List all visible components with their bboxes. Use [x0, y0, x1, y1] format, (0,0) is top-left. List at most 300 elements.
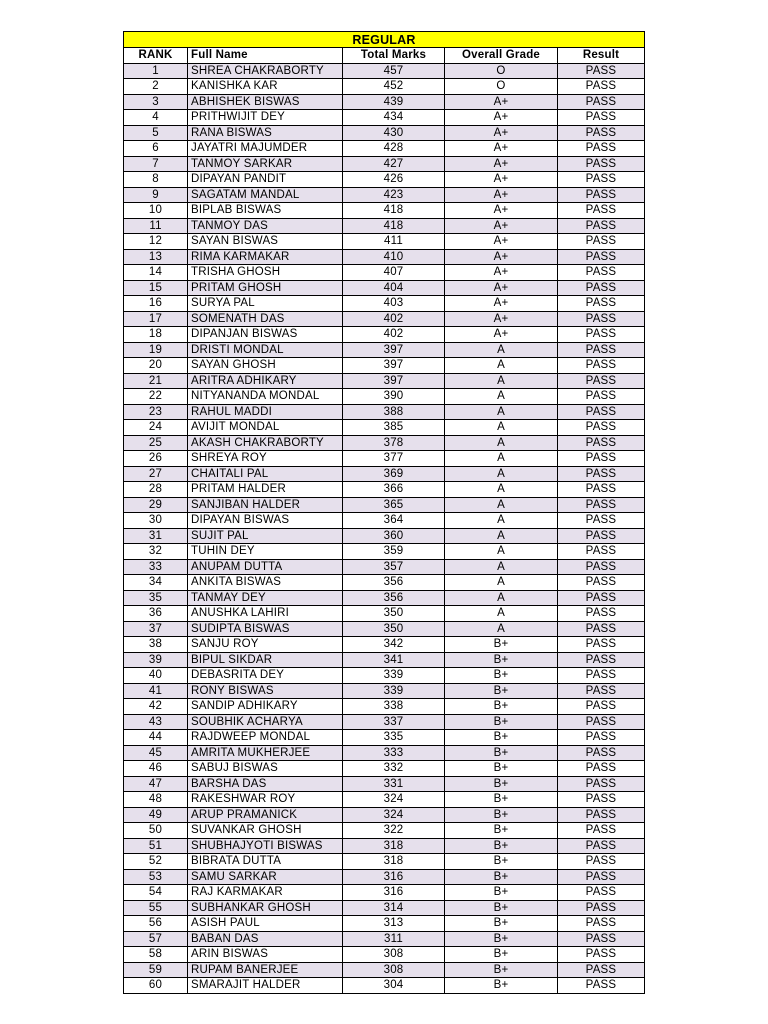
total-marks-cell: 402: [343, 311, 445, 327]
result-cell: PASS: [558, 435, 645, 451]
result-cell: PASS: [558, 590, 645, 606]
rank-cell: 50: [124, 823, 188, 839]
grade-cell: B+: [445, 854, 558, 870]
total-marks-cell: 434: [343, 110, 445, 126]
table-row: [124, 606, 645, 622]
rank-cell: 46: [124, 761, 188, 777]
grade-cell: B+: [445, 978, 558, 994]
name-cell: DRISTI MONDAL: [188, 342, 343, 358]
grade-cell: A+: [445, 218, 558, 234]
rank-cell: 56: [124, 916, 188, 932]
table-row: [124, 265, 645, 281]
name-cell: SOUBHIK ACHARYA: [188, 714, 343, 730]
table-row: [124, 776, 645, 792]
grade-cell: O: [445, 63, 558, 79]
table-row: [124, 63, 645, 79]
total-marks-cell: 335: [343, 730, 445, 746]
total-marks-cell: 404: [343, 280, 445, 296]
grade-cell: B+: [445, 838, 558, 854]
rank-cell: 39: [124, 652, 188, 668]
rank-cell: 52: [124, 854, 188, 870]
grade-cell: B+: [445, 823, 558, 839]
result-cell: PASS: [558, 296, 645, 312]
result-cell: PASS: [558, 482, 645, 498]
rank-cell: 35: [124, 590, 188, 606]
table-row: [124, 311, 645, 327]
grade-cell: B+: [445, 761, 558, 777]
grade-cell: A: [445, 621, 558, 637]
grade-cell: A+: [445, 156, 558, 172]
table-row: [124, 823, 645, 839]
result-cell: PASS: [558, 714, 645, 730]
rank-cell: 10: [124, 203, 188, 219]
result-cell: PASS: [558, 265, 645, 281]
result-cell: PASS: [558, 575, 645, 591]
rank-cell: 57: [124, 931, 188, 947]
total-marks-cell: 314: [343, 900, 445, 916]
table-row: [124, 528, 645, 544]
name-cell: SURYA PAL: [188, 296, 343, 312]
name-cell: RAKESHWAR ROY: [188, 792, 343, 808]
result-cell: PASS: [558, 156, 645, 172]
name-cell: RIMA KARMAKAR: [188, 249, 343, 265]
result-cell: PASS: [558, 420, 645, 436]
grade-cell: B+: [445, 683, 558, 699]
name-cell: ANUPAM DUTTA: [188, 559, 343, 575]
table-row: [124, 389, 645, 405]
total-marks-cell: 311: [343, 931, 445, 947]
table-row: [124, 838, 645, 854]
rank-cell: 27: [124, 466, 188, 482]
name-cell: SAYAN BISWAS: [188, 234, 343, 250]
name-cell: BIPLAB BISWAS: [188, 203, 343, 219]
total-marks-cell: 402: [343, 327, 445, 343]
table-row: [124, 745, 645, 761]
result-cell: PASS: [558, 730, 645, 746]
result-cell: PASS: [558, 559, 645, 575]
rank-cell: 40: [124, 668, 188, 684]
grade-cell: A+: [445, 265, 558, 281]
grade-cell: A+: [445, 280, 558, 296]
rank-cell: 29: [124, 497, 188, 513]
rank-cell: 32: [124, 544, 188, 560]
rank-cell: 47: [124, 776, 188, 792]
table-row: [124, 792, 645, 808]
total-marks-cell: 313: [343, 916, 445, 932]
table-row: [124, 420, 645, 436]
result-cell: PASS: [558, 528, 645, 544]
rank-cell: 4: [124, 110, 188, 126]
name-cell: DEBASRITA DEY: [188, 668, 343, 684]
rank-cell: 18: [124, 327, 188, 343]
rank-cell: 49: [124, 807, 188, 823]
name-cell: BIPUL SIKDAR: [188, 652, 343, 668]
table-row: [124, 513, 645, 529]
name-cell: DIPANJAN BISWAS: [188, 327, 343, 343]
grade-cell: A+: [445, 187, 558, 203]
table-row: [124, 280, 645, 296]
name-cell: SAYAN GHOSH: [188, 358, 343, 374]
rank-cell: 34: [124, 575, 188, 591]
rank-cell: 7: [124, 156, 188, 172]
grade-cell: A+: [445, 249, 558, 265]
rank-header: RANK: [124, 48, 188, 64]
table-row: [124, 869, 645, 885]
total-marks-cell: 360: [343, 528, 445, 544]
result-cell: PASS: [558, 389, 645, 405]
rank-cell: 28: [124, 482, 188, 498]
grade-cell: A: [445, 342, 558, 358]
total-marks-cell: 385: [343, 420, 445, 436]
table-row: [124, 544, 645, 560]
rank-cell: 6: [124, 141, 188, 157]
result-cell: PASS: [558, 978, 645, 994]
name-cell: RONY BISWAS: [188, 683, 343, 699]
name-cell: ABHISHEK BISWAS: [188, 94, 343, 110]
rank-cell: 58: [124, 947, 188, 963]
total-marks-cell: 378: [343, 435, 445, 451]
name-cell: NITYANANDA MONDAL: [188, 389, 343, 405]
result-cell: PASS: [558, 63, 645, 79]
total-marks-cell: 426: [343, 172, 445, 188]
name-cell: BABAN DAS: [188, 931, 343, 947]
total-marks-cell: 304: [343, 978, 445, 994]
table-row: [124, 730, 645, 746]
grade-cell: A: [445, 420, 558, 436]
rank-cell: 48: [124, 792, 188, 808]
total-marks-cell: 390: [343, 389, 445, 405]
total-marks-cell: 397: [343, 358, 445, 374]
rank-cell: 9: [124, 187, 188, 203]
rank-cell: 43: [124, 714, 188, 730]
total-marks-cell: 452: [343, 79, 445, 95]
result-cell: PASS: [558, 110, 645, 126]
total-marks-cell: 324: [343, 792, 445, 808]
table-row: [124, 249, 645, 265]
result-cell: PASS: [558, 916, 645, 932]
result-cell: PASS: [558, 358, 645, 374]
grade-cell: A: [445, 575, 558, 591]
result-cell: PASS: [558, 668, 645, 684]
result-cell: PASS: [558, 466, 645, 482]
result-cell: PASS: [558, 497, 645, 513]
name-cell: TRISHA GHOSH: [188, 265, 343, 281]
rank-cell: 8: [124, 172, 188, 188]
result-cell: PASS: [558, 931, 645, 947]
table-row: [124, 683, 645, 699]
total-marks-cell: 397: [343, 342, 445, 358]
table-body: [124, 63, 645, 993]
grade-cell: B+: [445, 807, 558, 823]
marks-header: Total Marks: [343, 48, 445, 64]
table-row: [124, 978, 645, 994]
name-cell: BARSHA DAS: [188, 776, 343, 792]
table-row: [124, 807, 645, 823]
grade-cell: A: [445, 373, 558, 389]
total-marks-cell: 410: [343, 249, 445, 265]
name-cell: SAMU SARKAR: [188, 869, 343, 885]
rank-cell: 38: [124, 637, 188, 653]
result-cell: PASS: [558, 249, 645, 265]
total-marks-cell: 342: [343, 637, 445, 653]
table-row: [124, 373, 645, 389]
total-marks-cell: 322: [343, 823, 445, 839]
grade-cell: B+: [445, 931, 558, 947]
result-cell: PASS: [558, 776, 645, 792]
grade-cell: A: [445, 389, 558, 405]
total-marks-cell: 397: [343, 373, 445, 389]
result-cell: PASS: [558, 187, 645, 203]
rank-cell: 36: [124, 606, 188, 622]
total-marks-cell: 350: [343, 606, 445, 622]
table-row: [124, 559, 645, 575]
grade-cell: B+: [445, 947, 558, 963]
total-marks-cell: 332: [343, 761, 445, 777]
rank-cell: 17: [124, 311, 188, 327]
header-row: [124, 48, 645, 64]
result-cell: PASS: [558, 218, 645, 234]
grade-cell: A: [445, 404, 558, 420]
grade-cell: B+: [445, 652, 558, 668]
result-cell: PASS: [558, 327, 645, 343]
total-marks-cell: 308: [343, 962, 445, 978]
name-cell: SUDIPTA BISWAS: [188, 621, 343, 637]
result-cell: PASS: [558, 838, 645, 854]
table-row: [124, 466, 645, 482]
rank-cell: 55: [124, 900, 188, 916]
result-cell: PASS: [558, 683, 645, 699]
name-cell: BIBRATA DUTTA: [188, 854, 343, 870]
name-cell: DIPAYAN BISWAS: [188, 513, 343, 529]
rank-cell: 30: [124, 513, 188, 529]
table-row: [124, 668, 645, 684]
result-cell: PASS: [558, 79, 645, 95]
result-cell: PASS: [558, 606, 645, 622]
table-row: [124, 916, 645, 932]
table-row: [124, 652, 645, 668]
grade-cell: A: [445, 513, 558, 529]
result-cell: PASS: [558, 652, 645, 668]
table-row: [124, 358, 645, 374]
result-cell: PASS: [558, 342, 645, 358]
name-cell: SUBHANKAR GHOSH: [188, 900, 343, 916]
result-cell: PASS: [558, 203, 645, 219]
result-cell: PASS: [558, 637, 645, 653]
total-marks-cell: 366: [343, 482, 445, 498]
table-row: [124, 854, 645, 870]
grade-cell: A: [445, 606, 558, 622]
table-row: [124, 203, 645, 219]
total-marks-cell: 341: [343, 652, 445, 668]
result-header: Result: [558, 48, 645, 64]
grade-cell: A+: [445, 234, 558, 250]
name-cell: SANJU ROY: [188, 637, 343, 653]
total-marks-cell: 337: [343, 714, 445, 730]
rank-cell: 53: [124, 869, 188, 885]
total-marks-cell: 411: [343, 234, 445, 250]
table-row: [124, 296, 645, 312]
rank-cell: 41: [124, 683, 188, 699]
grade-cell: A+: [445, 94, 558, 110]
table-row: [124, 435, 645, 451]
name-cell: TANMAY DEY: [188, 590, 343, 606]
total-marks-cell: 423: [343, 187, 445, 203]
total-marks-cell: 439: [343, 94, 445, 110]
total-marks-cell: 365: [343, 497, 445, 513]
grade-cell: B+: [445, 637, 558, 653]
total-marks-cell: 318: [343, 854, 445, 870]
name-cell: ARUP PRAMANICK: [188, 807, 343, 823]
table-row: [124, 575, 645, 591]
name-cell: SANDIP ADHIKARY: [188, 699, 343, 715]
results-table: [123, 31, 645, 994]
total-marks-cell: 318: [343, 838, 445, 854]
grade-cell: B+: [445, 962, 558, 978]
result-cell: PASS: [558, 234, 645, 250]
name-cell: DIPAYAN PANDIT: [188, 172, 343, 188]
name-cell: RANA BISWAS: [188, 125, 343, 141]
table-row: [124, 342, 645, 358]
total-marks-cell: 430: [343, 125, 445, 141]
table-row: [124, 761, 645, 777]
result-cell: PASS: [558, 141, 645, 157]
rank-cell: 13: [124, 249, 188, 265]
name-cell: ASISH PAUL: [188, 916, 343, 932]
name-cell: AVIJIT MONDAL: [188, 420, 343, 436]
name-cell: SABUJ BISWAS: [188, 761, 343, 777]
name-header: Full Name: [188, 48, 343, 64]
rank-cell: 21: [124, 373, 188, 389]
rank-cell: 44: [124, 730, 188, 746]
grade-cell: A: [445, 559, 558, 575]
rank-cell: 15: [124, 280, 188, 296]
total-marks-cell: 388: [343, 404, 445, 420]
table-row: [124, 590, 645, 606]
name-cell: SAGATAM MANDAL: [188, 187, 343, 203]
name-cell: SHREA CHAKRABORTY: [188, 63, 343, 79]
total-marks-cell: 356: [343, 590, 445, 606]
grade-cell: A: [445, 435, 558, 451]
table-row: [124, 900, 645, 916]
grade-cell: A+: [445, 203, 558, 219]
rank-cell: 22: [124, 389, 188, 405]
name-cell: ARITRA ADHIKARY: [188, 373, 343, 389]
name-cell: AMRITA MUKHERJEE: [188, 745, 343, 761]
table-row: [124, 714, 645, 730]
rank-cell: 3: [124, 94, 188, 110]
name-cell: PRITAM GHOSH: [188, 280, 343, 296]
rank-cell: 20: [124, 358, 188, 374]
grade-cell: B+: [445, 869, 558, 885]
rank-cell: 45: [124, 745, 188, 761]
rank-cell: 25: [124, 435, 188, 451]
grade-cell: A+: [445, 141, 558, 157]
name-cell: SMARAJIT HALDER: [188, 978, 343, 994]
total-marks-cell: 403: [343, 296, 445, 312]
table-row: [124, 234, 645, 250]
result-cell: PASS: [558, 621, 645, 637]
result-cell: PASS: [558, 792, 645, 808]
table-row: [124, 110, 645, 126]
table-row: [124, 699, 645, 715]
grade-cell: B+: [445, 916, 558, 932]
grade-cell: B+: [445, 776, 558, 792]
table-row: [124, 962, 645, 978]
total-marks-cell: 316: [343, 885, 445, 901]
rank-cell: 2: [124, 79, 188, 95]
total-marks-cell: 418: [343, 218, 445, 234]
total-marks-cell: 324: [343, 807, 445, 823]
grade-cell: B+: [445, 668, 558, 684]
table-row: [124, 482, 645, 498]
rank-cell: 60: [124, 978, 188, 994]
name-cell: RAJDWEEP MONDAL: [188, 730, 343, 746]
name-cell: TANMOY SARKAR: [188, 156, 343, 172]
total-marks-cell: 339: [343, 668, 445, 684]
grade-cell: A: [445, 497, 558, 513]
rank-cell: 24: [124, 420, 188, 436]
table-row: [124, 497, 645, 513]
grade-cell: A+: [445, 327, 558, 343]
table-row: [124, 931, 645, 947]
result-cell: PASS: [558, 172, 645, 188]
result-cell: PASS: [558, 513, 645, 529]
rank-cell: 19: [124, 342, 188, 358]
name-cell: SUJIT PAL: [188, 528, 343, 544]
grade-cell: A+: [445, 110, 558, 126]
grade-cell: B+: [445, 714, 558, 730]
table-row: [124, 79, 645, 95]
grade-cell: B+: [445, 745, 558, 761]
grade-cell: A+: [445, 125, 558, 141]
result-cell: PASS: [558, 280, 645, 296]
name-cell: PRITHWIJIT DEY: [188, 110, 343, 126]
name-cell: RAHUL MADDI: [188, 404, 343, 420]
title-row: [124, 32, 645, 48]
result-cell: PASS: [558, 869, 645, 885]
table-row: [124, 404, 645, 420]
name-cell: SOMENATH DAS: [188, 311, 343, 327]
total-marks-cell: 308: [343, 947, 445, 963]
result-cell: PASS: [558, 544, 645, 560]
name-cell: ANUSHKA LAHIRI: [188, 606, 343, 622]
name-cell: CHAITALI PAL: [188, 466, 343, 482]
grade-cell: A+: [445, 296, 558, 312]
rank-cell: 33: [124, 559, 188, 575]
total-marks-cell: 333: [343, 745, 445, 761]
total-marks-cell: 457: [343, 63, 445, 79]
rank-cell: 12: [124, 234, 188, 250]
total-marks-cell: 331: [343, 776, 445, 792]
result-cell: PASS: [558, 745, 645, 761]
grade-cell: A: [445, 358, 558, 374]
table-row: [124, 218, 645, 234]
total-marks-cell: 418: [343, 203, 445, 219]
rank-cell: 14: [124, 265, 188, 281]
name-cell: RUPAM BANERJEE: [188, 962, 343, 978]
result-cell: PASS: [558, 761, 645, 777]
total-marks-cell: 359: [343, 544, 445, 560]
name-cell: SANJIBAN HALDER: [188, 497, 343, 513]
table-row: [124, 637, 645, 653]
name-cell: SHUBHAJYOTI BISWAS: [188, 838, 343, 854]
rank-cell: 42: [124, 699, 188, 715]
grade-cell: B+: [445, 792, 558, 808]
name-cell: AKASH CHAKRABORTY: [188, 435, 343, 451]
name-cell: RAJ KARMAKAR: [188, 885, 343, 901]
grade-cell: A: [445, 590, 558, 606]
result-cell: PASS: [558, 823, 645, 839]
